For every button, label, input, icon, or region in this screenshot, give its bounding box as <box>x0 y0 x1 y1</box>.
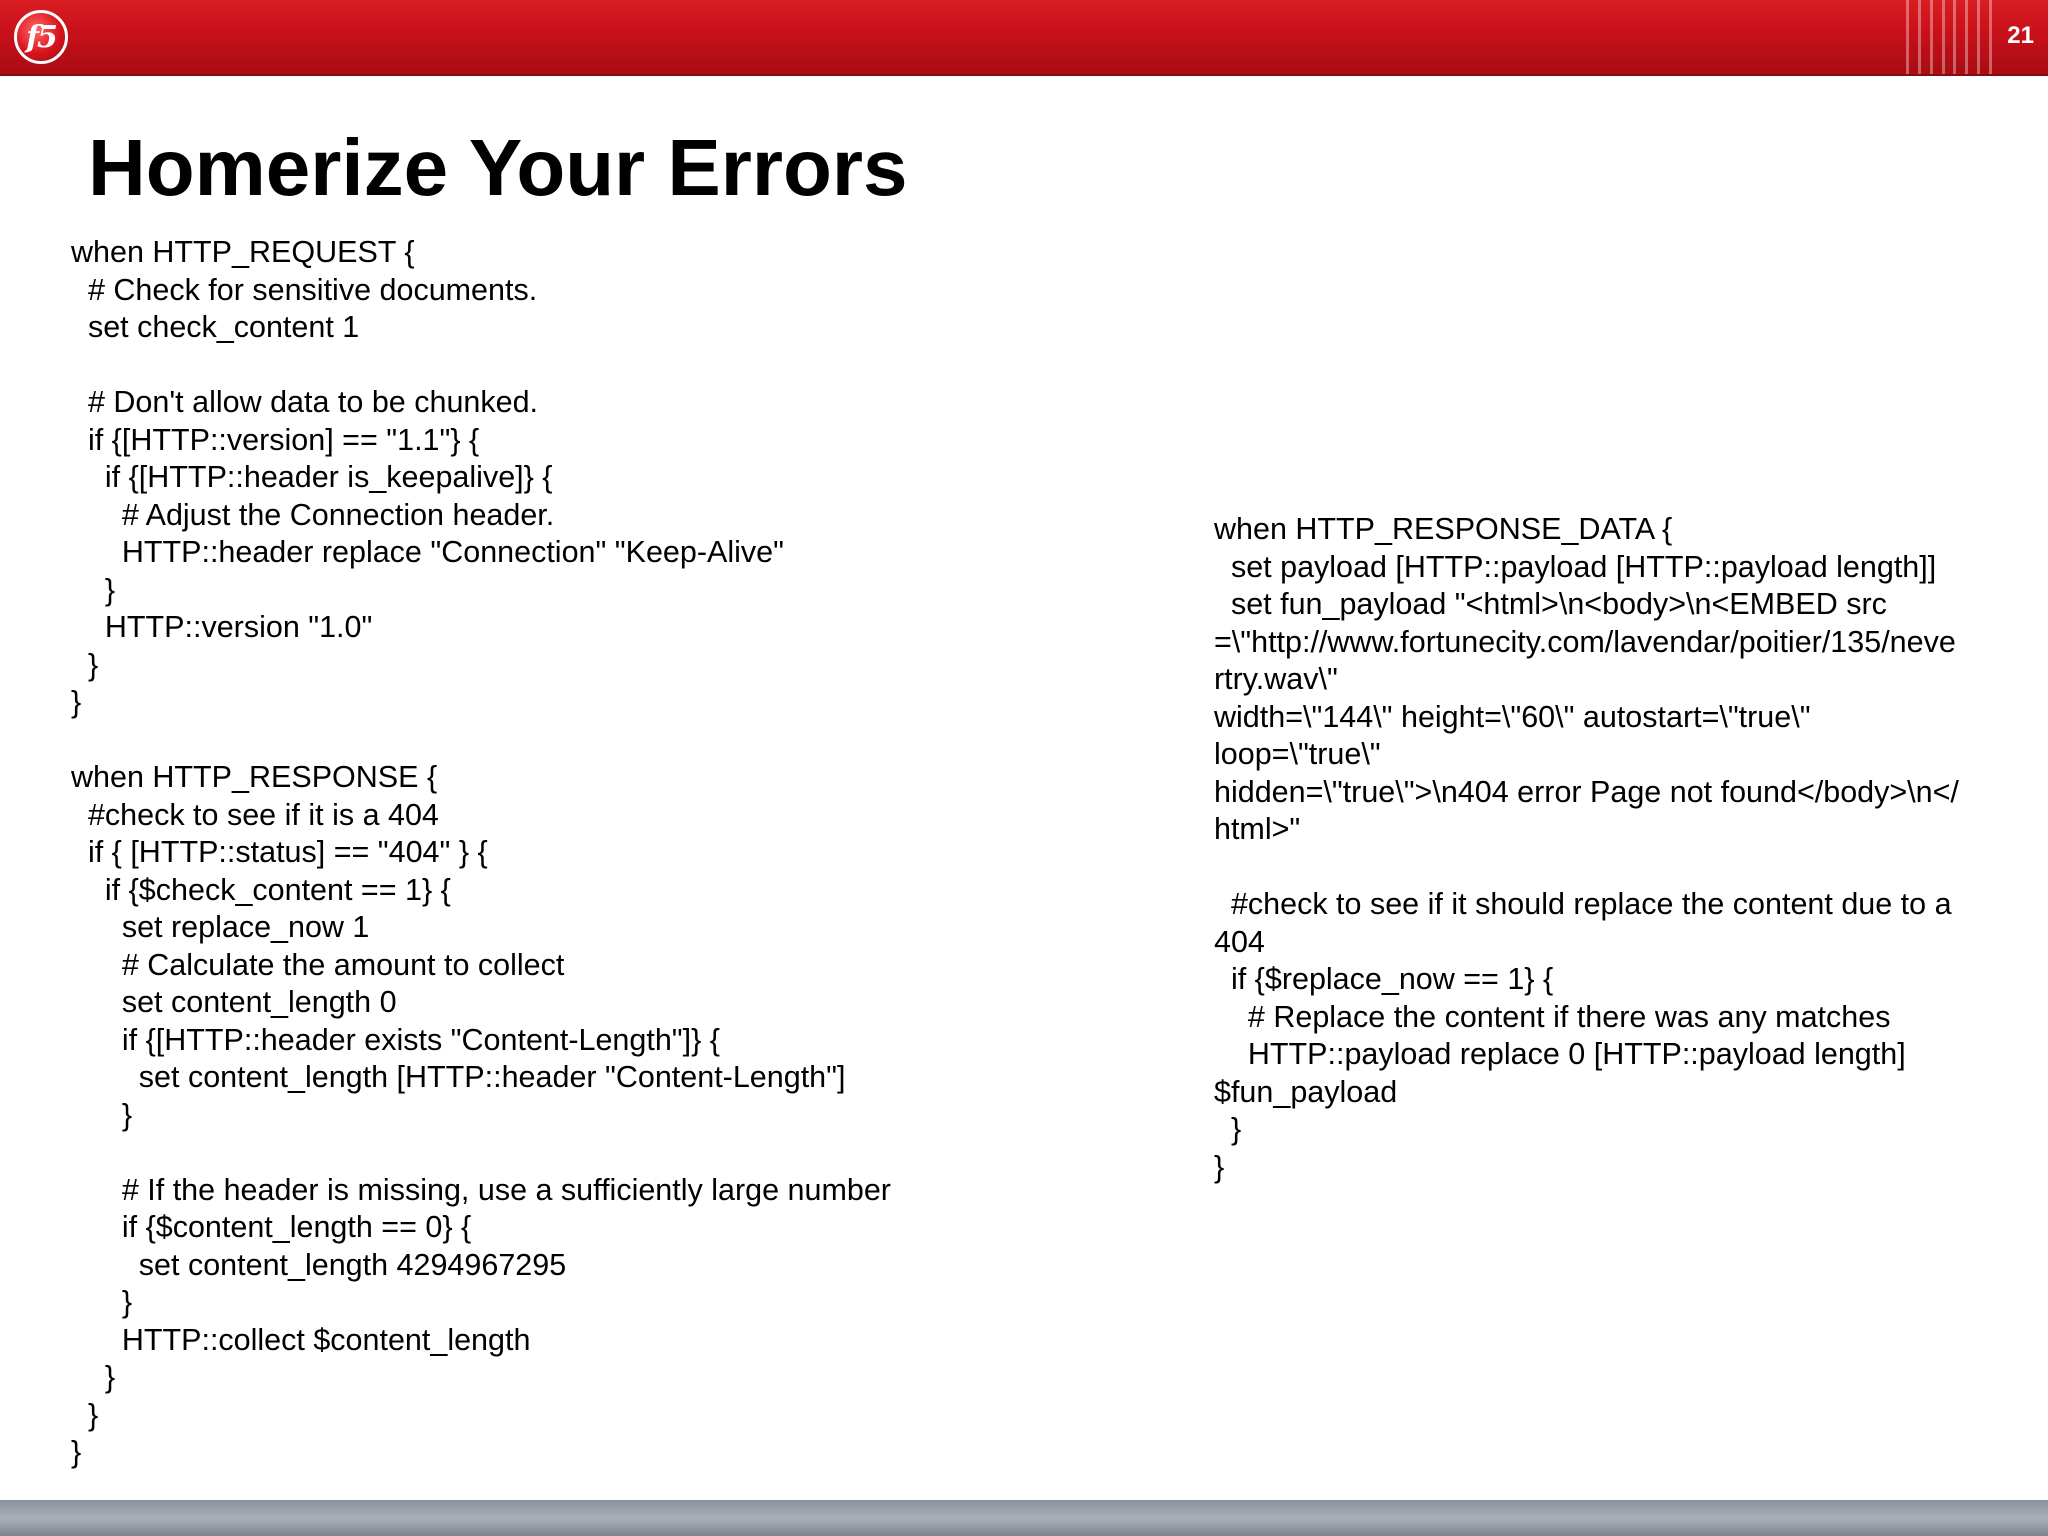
header-stripes-decoration <box>1906 0 1992 74</box>
slide-title: Homerize Your Errors <box>88 123 908 212</box>
f5-logo: f5 <box>14 10 68 64</box>
code-block-right: when HTTP_RESPONSE_DATA { set payload [HTTP::payload [HTTP::payload length]] set fun_payload "<html>\n<body>\n<EMBED src =\"http://www.fortunecity.com/lavendar/poitier/135/neve rtry.wav\" width=\"144\" height=\"60\" autostart=\"true\" loop=\"true\" hidden=\"true\">\n404 error Page not found</body>\n</ html>" #check to see if it should replace the content due to a 404 if {$replace_now == 1} { # Replace the content if there was any matches HTTP::payload replace 0 [HTTP::payload length] $fun_payload } } <box>1214 512 1959 1184</box>
code-block-left: when HTTP_REQUEST { # Check for sensitive documents. set check_content 1 # Don't allow data to be chunked. if {[HTTP::version] == "1.1"} { if {[HTTP::header is_keepalive]} { # Adjust the Connection header. HTTP::header replace "Connection" "Keep-Alive" } HTTP::version "1.0" } } when HTTP_RESPONSE { #check to see if it is a 404 if { [HTTP::status] == "404" } { if {$check_content == 1} { set replace_now 1 # Calculate the amount to collect set content_length 0 if {[HTTP::header exists "Content-Length"]} { set content_length [HTTP::header "Content-Length"] } # If the header is missing, use a sufficiently large number if {$content_length == 0} { set content_length 4294967295 } HTTP::collect $content_length } } } <box>71 235 891 1469</box>
header-bar <box>0 0 2048 76</box>
page-number: 21 <box>2007 22 2034 49</box>
footer-bar <box>0 1500 2048 1536</box>
